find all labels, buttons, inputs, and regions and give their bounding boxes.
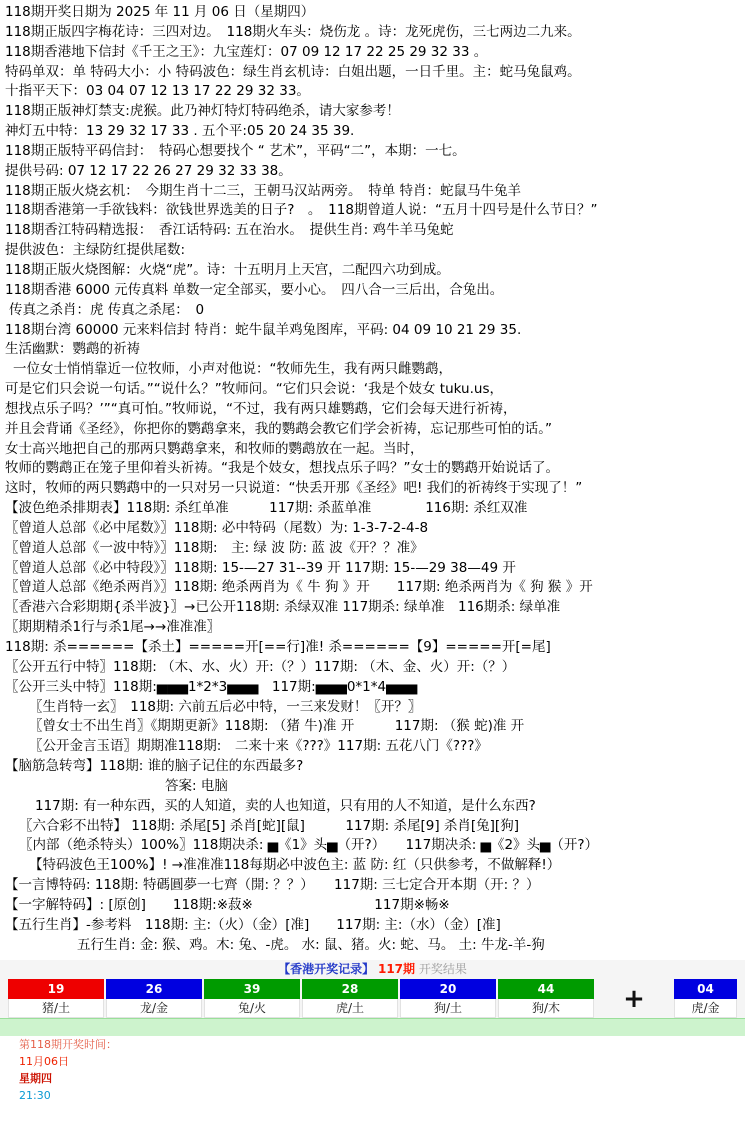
lottery-ball-cell <box>106 979 202 1018</box>
ball-zodiac-element-label: 虎/土 <box>302 999 398 1018</box>
text-line: 118期正版四字梅花诗：三四对边。 118期火车头：烧伤龙 。诗：龙死虎伤，三七两边二九来。 <box>5 23 581 40</box>
text-line: 〖曾女士不出生肖〗《期期更新》118期: （猪 牛)准 开 117期: （猴 蛇)准 开 <box>29 718 525 735</box>
text-line: 答案: 电脑 <box>165 777 228 794</box>
text-line: 〖六合彩不出特】 118期: 杀尾[5] 杀肖[蛇][鼠] 117期: 杀尾[9] 杀肖[兔][狗] <box>19 817 519 834</box>
text-line: 〖曾道人总部《必中特段》〗118期: 15-—27 31--39 开 117期: 15-—29 38—49 开 <box>5 559 516 576</box>
ball-zodiac-element-label: 龙/金 <box>106 999 202 1018</box>
text-line: 女士高兴地把自己的那两只鹦鹉拿来，和牧师的鹦鹉放在一起。当时， <box>5 440 424 457</box>
text-line: 并且会背诵《圣经》，你把你的鹦鹉拿来，我的鹦鹉会教它们学会祈祷，忘记那些可怕的话。” <box>5 420 552 437</box>
text-line: 神灯五中特：13 29 32 17 33 . 五个平:05 20 24 35 39. <box>5 123 355 140</box>
ball-number: 19 <box>8 979 104 999</box>
plus-sign: + <box>596 979 672 1018</box>
text-line: 这时，牧师的两只鹦鹉中的一只对另一只说道：“快丢开那《圣经》吧! 我们的祈祷终于实现了！” <box>5 480 583 497</box>
text-line: 提供波色：主绿防红提供尾数: <box>5 242 186 259</box>
records-suffix-label: 开奖结果 <box>418 962 467 976</box>
text-line: 118期: 杀======【杀土】=====开[==行]准! 杀======【9】=====开[=尾] <box>5 639 551 655</box>
special-ball-cell <box>674 979 737 1018</box>
next-draw-weekday: 星期四 <box>19 1072 56 1085</box>
text-line: 【波色绝杀排期表】118期: 杀红单准 117期: 杀蓝单准 116期: 杀红双准 <box>5 500 528 517</box>
text-line: 118期正版火烧玄机： 今期生肖十二三，王朝马汉站两旁。 特单 特肖：蛇鼠马牛兔羊 <box>5 182 522 199</box>
text-line: 〖期期精杀1行与杀1尾→→准准准〗 <box>5 619 221 636</box>
text-line: 传真之杀肖：虎 传真之杀尾： 0 <box>9 301 205 318</box>
ball-number: 20 <box>400 979 496 999</box>
text-line: 【一字解特码】: [原创] 118期:※菽※ 117期※畅※ <box>5 896 450 913</box>
text-line: 〖香港六合彩期期{杀半波}〗→已公开118期: 杀绿双准 117期杀: 绿单准 116期杀: 绿单准 <box>5 599 561 616</box>
draw-records-header <box>0 960 745 979</box>
text-line: 〖曾道人总部《一波中特》〗118期: 主: 绿 波 防: 蓝 波《开？？准》 <box>5 539 424 556</box>
text-line: 生活幽默：鹦鹉的祈祷 <box>5 341 140 358</box>
ball-zodiac-element-label: 猪/土 <box>8 999 104 1018</box>
text-line: 〖公开五行中特〗118期: （木、水、火）开:（？）117期: （木、金、火）开:（？） <box>5 658 516 675</box>
text-line: 118期开奖日期为 2025 年 11 月 06 日（星期四） <box>5 4 315 20</box>
text-line: 【五行生肖】-参考料 118期: 主:（火）（金）[准] 117期: 主:（水）（金）[准] <box>5 916 501 933</box>
results-row <box>8 979 745 1018</box>
lottery-ball-cell <box>400 979 496 1018</box>
lottery-ball-cell <box>8 979 104 1018</box>
text-line: 【脑筋急转弯】118期: 谁的脑子记住的东西最多? <box>5 758 304 775</box>
next-draw-bar <box>0 1018 745 1102</box>
text-line: 118期正版火烧图解：火烧“虎”。诗：十五明月上天宫，二配四六功到成。 <box>5 261 450 278</box>
text-line: 想找点乐子吗？’”“真可怕。”牧师说，“不过，我有两只雄鹦鹉，它们会每天进行祈祷， <box>5 400 517 417</box>
text-line: 十指平天下：03 04 07 12 13 17 22 29 32 33。 <box>5 83 310 100</box>
next-draw-date: 11月06日 <box>19 1055 73 1068</box>
text-line: 特码单双：单 特码大小：小 特码波色：绿生肖玄机诗：白姐出题，一日千里。主：蛇马兔鼠鸡。 <box>5 63 581 80</box>
text-line: 牧师的鹦鹉正在笼子里仰着头祈祷。“我是个妓女，想找点乐子吗？”女士的鹦鹉开始说话了。 <box>5 460 559 477</box>
text-line: 118期香江特码精选报： 香江话特码: 五在治水。 提供生肖: 鸡牛羊马兔蛇 <box>5 222 454 239</box>
lottery-ball-cell <box>302 979 398 1018</box>
ball-number: 39 <box>204 979 300 999</box>
draw-records-section <box>0 960 745 1018</box>
text-line: 118期台湾 60000 元来料信封 特肖：蛇牛鼠羊鸡兔图库，平码: 04 09 10 21 29 35. <box>5 321 522 338</box>
ball-number: 28 <box>302 979 398 999</box>
text-line: 提供号码: 07 12 17 22 26 27 29 32 33 38。 <box>5 162 292 179</box>
lottery-ball-cell <box>204 979 300 1018</box>
records-title-link[interactable]: 【香港开奖记录】 <box>278 962 375 976</box>
text-line: 〖公开金言玉语〗期期准118期: 二来十来《???》117期: 五花八门《???》 <box>29 738 488 755</box>
text-line: 118期香港 6000 元传真料 单数一定全部买，要小心。 四八合一三后出，合兔出。 <box>5 281 504 298</box>
ball-zodiac-element-label: 虎/金 <box>674 999 737 1018</box>
text-line: 〖生肖特一玄〗 118期: 六前五后必中特，一三来发财！〖开？〗 <box>29 698 422 715</box>
text-line: 五行生肖: 金: 猴、鸡。木: 兔、-虎。 水: 鼠、猪。火: 蛇、马。 土: 牛龙-羊-狗 <box>77 936 545 953</box>
ball-zodiac-element-label: 狗/木 <box>498 999 594 1018</box>
text-line: 【特码波色王100%】! →准准准118每期必中波色主: 蓝 防: 红（只供参考，不做解释!） <box>29 857 561 874</box>
ball-number: 44 <box>498 979 594 999</box>
ball-number: 04 <box>674 979 737 999</box>
text-line: 118期正版神灯禁支:虎猴。此乃神灯特灯特码绝杀，请大家参考！ <box>5 103 400 120</box>
ball-zodiac-element-label: 兔/火 <box>204 999 300 1018</box>
next-draw-prefix: 第118期开奖时间： <box>19 1038 117 1051</box>
lottery-ball-cell <box>498 979 594 1018</box>
text-line: 〖公开三头中特〗118期:▅▅▅1*2*3▅▅▅ 117期:▅▅▅0*1*4▅▅▅ <box>5 678 418 695</box>
next-draw-time: 21:30 <box>19 1089 51 1102</box>
text-line: 〖曾道人总部《绝杀两肖》〗118期: 绝杀两肖为《 牛 狗 》开 117期: 绝杀两肖为《 狗 猴 》开 <box>5 579 593 596</box>
text-line: 117期: 有一种东西，买的人知道，卖的人也知道，只有用的人不知道，是什么东西? <box>35 797 536 814</box>
text-line: 可是它们只会说一句话。”“说什么？”牧师问。“它们只会说：‘我是个妓女 tuku.us， <box>5 381 503 398</box>
records-issue-number: 117期 <box>377 962 416 976</box>
ball-number: 26 <box>106 979 202 999</box>
text-line: 一位女士悄悄靠近一位牧师，小声对他说：“牧师先生，我有两只雌鹦鹉， <box>13 361 452 378</box>
ball-zodiac-element-label: 狗/土 <box>400 999 496 1018</box>
text-line: 118期香港地下信封《千王之王》：九宝莲灯：07 09 12 17 22 25 29 32 33 。 <box>5 43 488 60</box>
text-line: 〖内部（绝杀特头）100%〗118期决杀: ▅《1》头▅（开?） 117期决杀: ▅《2》头▅（开?） <box>19 837 599 854</box>
text-line: 【一言博特码: 118期: 特碼圓夢一七齊（開: ？？） 117期: 三七定合开本期（开: ？） <box>5 877 540 894</box>
text-line: 〖曾道人总部《必中尾数》〗118期: 必中特码（尾数）为: 1-3-7-2-4-8 <box>5 519 429 536</box>
text-line: 118期正版特平码信封： 特码心想要找个 “ 艺术”，平码“二”，本期：一七。 <box>5 142 466 159</box>
text-line: 118期香港第一手欲钱料：欲钱世界选美的日子? 。 118期曾道人说：“五月十四号是什么节日？” <box>5 202 598 219</box>
